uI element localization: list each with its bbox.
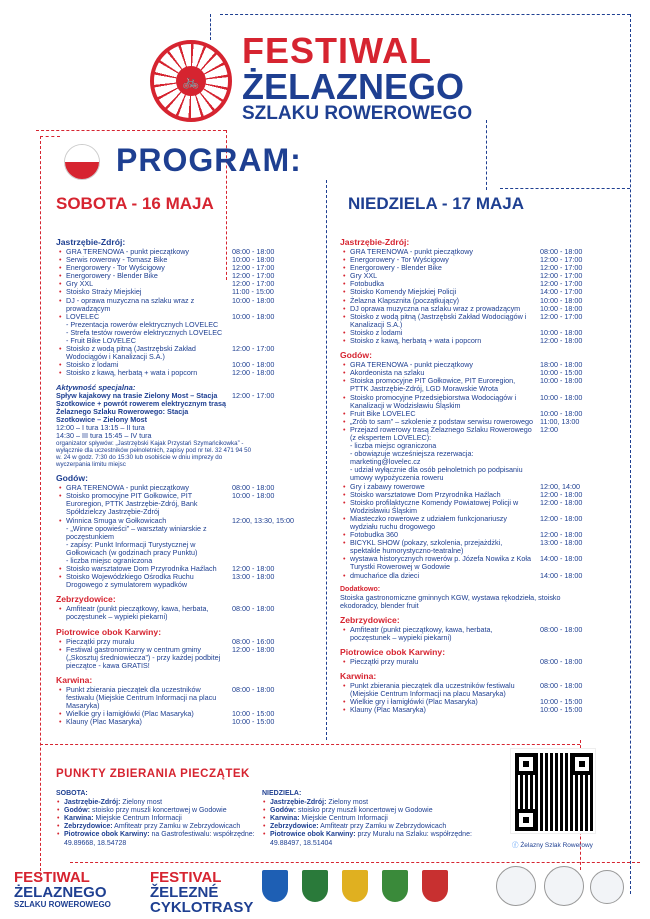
program-activity: • Stoisko promocyjne PIT Gołkowice, PIT Euroregion, PTTK Jastrzębie-Zdrój, Bank Spółdzielczy Jastrzębie-Zdrój [56,492,232,516]
program-activity: - zapisy: Punkt Informacji Turystycznej w Gołkowicach (w godzinach pracy Punktu) [66,539,198,557]
program-activity: • Punkt zbierania pieczątek dla uczestników festiwalu (Miejskie Centrum Informacji na placu Masaryka) [56,686,232,710]
special-activity-heading: Aktywność specjalna: [56,382,136,392]
program-row [340,539,600,555]
stamp-point: • Jastrzębie-Zdrój: Zielony most [262,799,502,807]
program-activity: - Prezentacja rowerów elektrycznych LOVELEC [66,319,219,329]
program-time: 08:00 - 16:00 [232,636,275,646]
program-activity: • Miasteczko rowerowe z udziałem funkcjonariuszy wydziału ruchu drogowego [340,515,540,531]
stamp-point: • Godów: stoisko przy muszli koncertowej w Godowie [56,807,256,815]
program-activity: • Gry XXL [340,272,540,280]
program-time: 10:00 - 18:00 [232,295,275,305]
program-time: 12:00 - 18:00 [232,368,275,378]
program-activity: • Stoiska promocyjne PIT Gołkowice, PIT Euroregion, PTTK Jastrzębie-Zdrój, LGD Morawskie Wrota [340,377,540,393]
stamp-point: • Karwina: Miejskie Centrum Informacji [262,815,502,823]
program-row [340,313,600,329]
program-time: 12:00, 13:30, 15:00 [232,515,294,525]
program-activity: • Stoisko z kawą, herbatą + wata i popcorn [56,369,232,377]
program-time: 10:00 - 18:00 [540,327,583,337]
program-activity: • Pieczątki przy muralu [56,638,232,646]
program-time: 08:00 - 18:00 [232,684,275,694]
program-row [56,525,318,541]
program-row [56,686,318,710]
program-activity: • dmuchańce dla dzieci [340,572,540,580]
section-heading: Godów: [56,473,88,484]
logo-line-2: ŻELAZNEGO [242,66,464,107]
program-time [232,525,318,541]
program-activity: • Klauny (Plac Masaryka) [56,718,232,726]
program-time: 10:00 - 15:00 [232,717,275,727]
program-row [56,392,318,424]
program-row [340,426,600,442]
program-time: 12:00 - 18:00 [540,489,583,499]
program-activity: • Amfiteatr (punkt pieczątkowy, kawa, herbata, poczęstunek – wypieki piekarni) [340,626,540,642]
program-time [540,466,600,482]
program-row [56,492,318,516]
stamp-point: • Piotrowice obok Karwiny: przy Muralu na Szlaku: współrzędne: 49.88497, 18.51404 [262,831,502,847]
footer-logo-pl: FESTIWAL ŻELAZNEGO SZLAKU ROWEROWEGO [14,869,111,909]
program-time: 10:00 - 15:00 [540,368,583,378]
program-time: 08:00 - 18:00 [540,624,583,634]
crest-icon [382,870,408,902]
program-activity: • Stoisko warsztatowe Dom Przyrodnika Haźlach [56,565,232,573]
logo-line-1: FESTIWAL [242,30,432,71]
program-row [56,605,318,621]
qr-code[interactable] [510,748,596,834]
program-time: 08:00 - 18:00 [232,604,275,614]
program-time [540,450,600,466]
program-time: 12:00 - 17:00 [540,263,583,273]
program-time: 12:00 [540,424,558,434]
program-time: 10:00 - 18:00 [232,360,275,370]
program-row [340,626,600,642]
partner-logo-icon [590,870,624,904]
program-time: 08:00 - 18:00 [540,657,583,667]
program-activity: • DJ - oprawa muzyczna na szlaku wraz z prowadzącym [56,297,232,313]
stamp-point: • Jastrzębie-Zdrój: Zielony most [56,799,256,807]
program-row [340,377,600,393]
stamp-point: • Zebrzydowice: Amfiteatr przy Zamku w Zebrzydowicach [262,823,502,831]
special-activity-text: Spływ kajakowy na trasie Zielony Most – Stacja Szotkowice + powrót rowerem elektrycznym trasą Żelaznego Szlaku Rowerowego: Stacja Szotkowice – Zielony Most [56,390,226,424]
festival-logo [150,28,510,128]
program-activity: • Stoisko z lodami [56,361,232,369]
route-line [40,136,41,876]
crest-icon [302,870,328,902]
program-time: 08:00 - 18:00 [540,681,583,691]
program-time: 14:00 - 18:00 [540,554,583,564]
saturday-title: SOBOTA - 16 MAJA [56,194,214,213]
program-activity: • Stoisko profilaktyczne Komendy Powiatowej Policji w Wodzisławiu Śląskim [340,499,540,515]
program-time: 12:00 - 18:00 [540,336,583,346]
crest-icon [342,870,368,902]
stamp-town: Godów: [64,807,91,815]
program-activity: • Fotobudka 360 [340,531,540,539]
program-time: 14:00 - 17:00 [540,287,583,297]
bicycle-wheel-icon [150,40,232,122]
program-time: 13:00 - 18:00 [540,538,583,548]
stamp-town: Piotrowice obok Karwiny: [270,831,356,839]
program-activity: • Stoisko z wodą pitną (Jastrzębski Zakład Wodociągów i Kanalizacji S.A.) [340,313,540,329]
logo-line-3: SZLAKU ROWEROWEGO [242,103,473,124]
partner-logo-icon [496,866,536,906]
program-time: 13:00 - 18:00 [232,572,275,582]
program-row [340,706,600,714]
stamp-town: Piotrowice obok Karwiny: [64,831,150,839]
program-activity: • „Zrób to sam” – szkolenie z podstaw serwisu rowerowego [340,418,540,426]
facebook-label: ⓕ Żelazny Szlak Rowerowy [512,842,593,849]
route-line [500,188,630,189]
program-activity: • Energorowery - Tor Wyścigowy [340,256,540,264]
program-row [56,541,318,557]
program-title: PROGRAM: [116,142,302,178]
program-time: 12:00 - 17:00 [232,390,275,400]
program-time: 12:00 - 18:00 [540,513,583,523]
program-activity: - obowiązuje wcześniejsza rezerwacja: marketing@lovelec.cz [350,449,474,467]
stamp-town: Jastrzębie-Zdrój: [64,799,121,807]
program-time: 10:00 - 18:00 [540,295,583,305]
stamp-point: • Zebrzydowice: Amfiteatr przy Zamku w Zebrzydowicach [56,823,256,831]
stamp-point: • Godów: stoisko przy muszli koncertowej w Godowie [262,807,502,815]
sunday-title: NIEDZIELA - 17 MAJA [348,194,525,213]
program-activity: • Stoisko z wodą pitną (Jastrzębski Zakład Wodociągów i Kanalizacji S.A.) [56,345,232,361]
program-time: 12:00 - 17:00 [232,344,275,354]
program-time: 10:00 - 15:00 [540,697,583,707]
program-time: 08:00 - 18:00 [232,483,275,493]
stamp-points-sunday [262,790,502,848]
program-activity: • Wielkie gry i łamigłówki (Plac Masaryka) [340,698,540,706]
route-line [40,744,580,745]
program-time: 12:00 - 17:00 [540,271,583,281]
program-time: 14:00 - 18:00 [540,570,583,580]
program-time: 10:00 - 18:00 [232,255,275,265]
program-row [340,572,600,580]
program-row [56,345,318,361]
program-activity: • BICYKL SHOW (pokazy, szkolenia, przejażdżki, spektakle humorystyczno-teatralne) [340,539,540,555]
program-activity: • DJ oprawa muzyczna na szlaku wraz z prowadzącym [340,305,540,313]
program-activity: • Serwis rowerowy - Tomasz Bike [56,256,232,264]
special-round: 14:30 – III tura 15:45 – IV tura [56,431,152,441]
route-line [70,862,640,863]
program-row [340,682,600,698]
stamp-point: • Piotrowice obok Karwiny: na Gastrofestiwalu: współrzędne: 49.89668, 18.54728 [56,831,256,847]
program-activity: • Gry XXL [56,280,232,288]
program-time: 12:00 - 18:00 [232,564,275,574]
program-activity: • GRA TERENOWA - punkt pieczątkowy [56,484,232,492]
program-time: 10:00 - 18:00 [540,392,583,402]
crest-icon [262,870,288,902]
program-activity: • Energorowery - Blender Bike [340,264,540,272]
program-time: 12:00 - 17:00 [540,255,583,265]
stamp-points-title: PUNKTY ZBIERANIA PIECZĄTEK [56,768,250,780]
stamp-town: Karwina: [270,815,300,823]
program-time: 08:00 - 18:00 [540,247,583,256]
partner-logo-icon [544,866,584,906]
program-time: 10:00 - 18:00 [540,376,583,386]
program-time [232,541,318,557]
stamp-points-saturday [56,790,256,848]
stamp-town: Karwina: [64,815,94,823]
program-activity: - liczba miejsc ograniczona [350,441,437,451]
route-line [326,180,327,740]
program-activity: • LOVELEC [56,313,232,321]
program-activity: • Energorowery - Tor Wyścigowy [56,264,232,272]
section-heading: Jastrzębie-Zdrój: [340,237,410,247]
program-activity: • GRA TERENOWA - punkt pieczątkowy [340,248,540,256]
section-text: Stoiska gastronomiczne gminnych KGW, wystawa rękodzieła, stoisko ekodoradcy, blender fruit [340,592,561,610]
program-time: 12:00 - 17:00 [232,271,275,281]
section-heading: Karwina: [56,674,93,685]
program-time: 12:00 - 17:00 [232,279,275,289]
program-activity: - Fruit Bike LOVELEC [66,336,136,346]
program-row [56,573,318,589]
stamp-point: • Karwina: Miejskie Centrum Informacji [56,815,256,823]
program-time: 18:00 - 18:00 [540,360,583,370]
poland-flag-icon [64,144,100,180]
program-activity: • GRA TERENOWA - punkt pieczątkowy [56,248,232,256]
program-activity: • Akordeonista na szlaku [340,369,540,377]
section-heading: Piotrowice obok Karwiny: [56,626,162,637]
program-time: 12:00 - 17:00 [540,279,583,289]
section-heading: Zebrzydowice: [340,614,400,625]
program-activity: • Żelazna Klapsznita (początkujący) [340,297,540,305]
program-time: 10:00 - 18:00 [232,311,275,321]
program-time: 12:00 - 18:00 [540,497,583,507]
crest-icon [422,870,448,902]
section-heading: Piotrowice obok Karwiny: [340,647,446,658]
program-activity: • Przejazd rowerowy trasą Żelaznego Szlaku Rowerowego (z ekspertem LOVELEC): [340,426,540,442]
program-activity: • Stoisko Straży Miejskiej [56,288,232,296]
program-activity: • Stoisko Wojewódzkiego Ośrodka Ruchu Drogowego z symulatorem wypadków [56,573,232,589]
program-activity: - „Winne opowieści” – warsztaty winiarskie z poczęstunkiem [66,523,207,541]
special-note: organizator spływów: „Jastrzębski Kajak Przystań Szymańcikowka” - wyłącznie dla uczestników pełnoletnich, zapisy pod nr tel. 32 471 94 50 w. 24 w godz. 7:30 do 15:30 lub osobiście w dniu imprezy do wyczerpania limitu miejsc [56,440,252,469]
program-time: 12:00 - 18:00 [540,530,583,540]
stamp-town: Jastrzębie-Zdrój: [270,799,327,807]
section-heading: Jastrzębie-Zdrój: [56,237,126,247]
saturday-program [56,232,318,726]
stamp-day-heading: NIEDZIELA: [262,790,302,797]
program-row [340,466,600,482]
program-activity: • Stoisko Komendy Miejskiej Policji [340,288,540,296]
section-heading: Godów: [340,350,372,361]
program-time: 10:00 - 15:00 [232,709,275,719]
section-heading: Dodatkowo: [340,585,381,593]
program-time: 08:00 - 18:00 [232,247,275,256]
program-row [340,555,600,571]
program-activity: • Klauny (Plac Masaryka) [340,706,540,714]
program-activity: - udział wyłącznie dla osób pełnoletnich po podpisaniu umowy wypożyczenia roweru [350,465,523,483]
section-heading: Zebrzydowice: [56,594,116,605]
program-activity: • Pieczątki przy muralu [340,658,540,666]
route-line [486,120,487,190]
program-time: 10:00 - 15:00 [540,705,583,715]
program-time [540,442,600,450]
program-activity: • Stoisko promocyjne Przedsiębiorstwa Wodociągów i Kanalizacji w Wodzisławiu Śląskim [340,394,540,410]
program-activity: • Amfiteatr (punkt pieczątkowy, kawa, herbata, poczęstunek – wypieki piekarni) [56,605,232,621]
program-time: 10:00 - 18:00 [540,408,583,418]
program-activity: • Winnica Smuga w Gołkowicach [56,517,232,525]
route-line [40,136,60,137]
program-activity: • wystawa historycznych rowerów p. Józefa Nowika z Koła Turystki Rowerowej w Godowie [340,555,540,571]
program-row [56,718,318,726]
program-time: 10:00 - 18:00 [232,491,275,501]
program-row [340,499,600,515]
route-line [630,14,631,894]
program-time: 12:00, 14:00 [540,481,580,491]
route-line [36,130,226,131]
program-row [56,369,318,377]
stamp-town: Zebrzydowice: [270,823,319,831]
stamp-town: Zebrzydowice: [64,823,113,831]
facebook-icon: ⓕ [512,842,521,849]
route-line [220,14,630,15]
program-activity: • GRA TERENOWA - punkt pieczątkowy [340,361,540,369]
program-time: 12:00 - 17:00 [232,263,275,273]
program-activity: • Festiwal gastronomiczny w centrum gminy („Skosztuj średniowiecza”) - przy każdej podbitej pieczątce - kawa GRATIS! [56,646,232,670]
program-row [340,394,600,410]
bicycle-icon: 🚲 [176,66,206,96]
program-row [56,297,318,313]
program-row [340,450,600,466]
program-activity: • Stoisko z lodami [340,329,540,337]
program-row [340,658,600,666]
program-row [56,646,318,670]
program-row [340,337,600,345]
program-activity: • Stoisko warsztatowe Dom Przyrodnika Haźlach [340,491,540,499]
program-time: 12:00 - 17:00 [540,311,583,321]
section-heading: Karwina: [340,671,377,682]
sunday-program [340,232,600,715]
special-round: 12:00 – I tura 13:15 – II tura [56,422,145,432]
footer-logo-cz: FESTIVAL ŽELEZNÉ CYKLOTRASY [150,869,254,916]
stamp-town: Godów: [270,807,297,815]
program-activity: • Energorowery - Blender Bike [56,272,232,280]
program-activity: • Gry i zabawy rowerowe [340,483,540,491]
program-time: 11:00, 13:00 [540,416,580,426]
program-activity: • Wielkie gry i łamigłówki (Plac Masaryka) [56,710,232,718]
program-time: 10:00 - 18:00 [540,303,583,313]
program-time [232,321,318,329]
program-activity: - liczba miejsc ograniczona [66,556,153,565]
program-row [56,272,318,280]
program-activity: • Punkt zbierania pieczątek dla uczestników festiwalu (Miejskie Centrum Informacji na placu Masaryka) [340,682,540,698]
stamp-day-heading: SOBOTA: [56,790,88,797]
program-activity: • Fruit Bike LOVELEC [340,410,540,418]
program-time: 11:00 - 15:00 [232,287,274,297]
program-time [232,329,318,337]
program-time: 12:00 - 18:00 [232,644,275,654]
program-activity: • Fotobudka [340,280,540,288]
program-activity: • Stoisko z kawą, herbatą + wata i popcorn [340,337,540,345]
program-row [340,515,600,531]
program-activity: - Strefa testów rowerów elektrycznych LOVELEC [66,327,223,337]
